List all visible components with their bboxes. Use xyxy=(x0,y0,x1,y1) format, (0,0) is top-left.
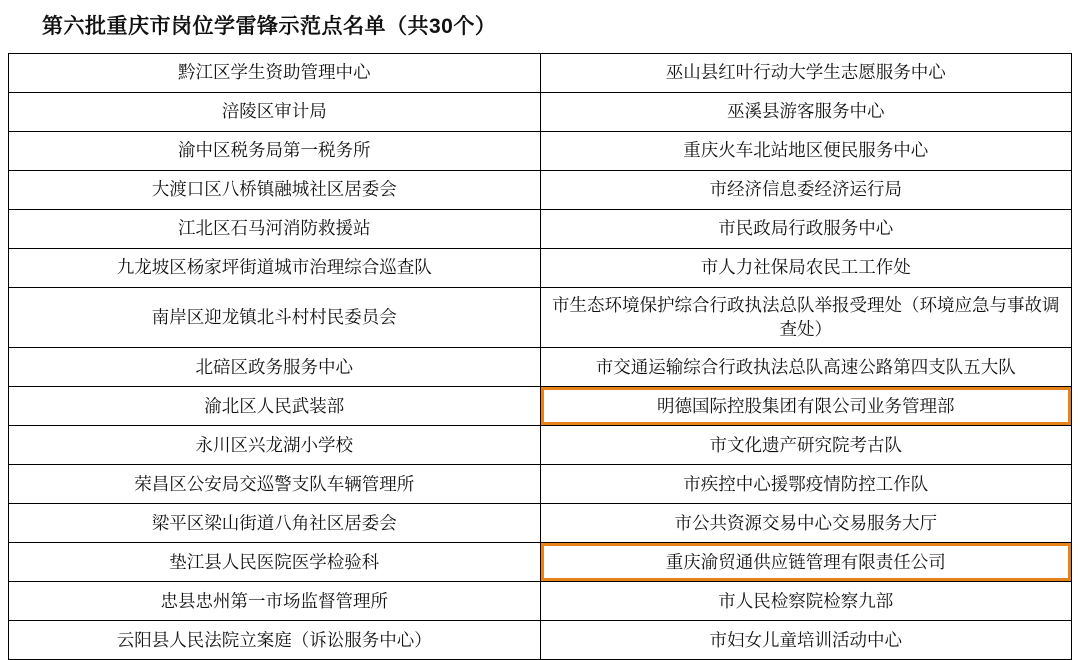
demonstration-sites-table xyxy=(8,53,1072,660)
cell-label: 巫山县红叶行动大学生志愿服务中心 xyxy=(665,62,946,83)
cell-label: 巫溪县游客服务中心 xyxy=(727,101,885,122)
cell-label: 明德国际控股集团有限公司业务管理部 xyxy=(657,395,955,416)
table-row xyxy=(9,249,1072,288)
cell-label: 大渡口区八桥镇融城社区居委会 xyxy=(151,179,397,200)
table-cell-right xyxy=(540,210,1072,249)
cell-label: 云阳县人民法院立案庭（诉讼服务中心） xyxy=(116,629,432,650)
table-cell-left xyxy=(9,348,541,387)
cell-label: 重庆火车北站地区便民服务中心 xyxy=(683,140,929,161)
table-cell-left xyxy=(9,132,541,171)
table-cell-left xyxy=(9,210,541,249)
cell-label: 黔江区学生资助管理中心 xyxy=(178,62,371,83)
cell-label: 渝中区税务局第一税务所 xyxy=(178,140,371,161)
table-cell-right xyxy=(540,288,1072,348)
table-row xyxy=(9,288,1072,348)
page-title: 第六批重庆市岗位学雷锋示范点名单（共30个） xyxy=(42,15,497,38)
table-row xyxy=(9,348,1072,387)
cell-label: 南岸区迎龙镇北斗村村民委员会 xyxy=(151,307,397,327)
table-row xyxy=(9,93,1072,132)
cell-label: 涪陵区审计局 xyxy=(221,101,327,122)
cell-label: 永川区兴龙湖小学校 xyxy=(195,434,353,455)
cell-label: 市生态环境保护综合行政执法总队举报受理处（环境应急与事故调查处） xyxy=(552,295,1060,339)
table-cell-right xyxy=(540,249,1072,288)
table-cell-left xyxy=(9,504,541,543)
table-cell-left xyxy=(9,54,541,93)
cell-label: 市人民检察院检察九部 xyxy=(718,590,894,611)
cell-label: 垫江县人民医院医学检验科 xyxy=(169,551,380,572)
table-row xyxy=(9,582,1072,621)
table-cell-left xyxy=(9,465,541,504)
table-cell-right xyxy=(540,504,1072,543)
table-cell-left xyxy=(9,288,541,348)
table-row xyxy=(9,504,1072,543)
cell-label: 九龙坡区杨家坪街道城市治理综合巡查队 xyxy=(116,257,432,278)
table-cell-right xyxy=(540,348,1072,387)
table-row xyxy=(9,54,1072,93)
cell-label: 市妇女儿童培训活动中心 xyxy=(709,629,902,650)
table-cell-right xyxy=(540,132,1072,171)
cell-label: 江北区石马河消防救援站 xyxy=(178,218,371,239)
table-row xyxy=(9,132,1072,171)
cell-label: 市民政局行政服务中心 xyxy=(718,218,894,239)
table-cell-right xyxy=(540,543,1072,582)
cell-label: 市人力社保局农民工工作处 xyxy=(700,257,911,278)
table-row xyxy=(9,387,1072,426)
table-cell-right xyxy=(540,426,1072,465)
table-cell-right xyxy=(540,387,1072,426)
cell-label: 市公共资源交易中心交易服务大厅 xyxy=(674,512,937,533)
table-cell-right xyxy=(540,93,1072,132)
cell-label: 北碚区政务服务中心 xyxy=(195,356,353,377)
table-cell-left xyxy=(9,582,541,621)
table-body xyxy=(9,54,1072,660)
table-cell-right xyxy=(540,582,1072,621)
table-cell-left xyxy=(9,543,541,582)
cell-label: 市交通运输综合行政执法总队高速公路第四支队五大队 xyxy=(595,356,1016,377)
cell-label: 重庆渝贸通供应链管理有限责任公司 xyxy=(665,551,946,572)
cell-label: 忠县忠州第一市场监督管理所 xyxy=(160,590,388,611)
table-row xyxy=(9,426,1072,465)
table-row xyxy=(9,543,1072,582)
cell-label: 市疾控中心援鄂疫情防控工作队 xyxy=(683,473,929,494)
table-cell-left xyxy=(9,171,541,210)
table-cell-left xyxy=(9,387,541,426)
table-cell-left xyxy=(9,93,541,132)
cell-label: 荣昌区公安局交巡警支队车辆管理所 xyxy=(134,473,415,494)
cell-label: 市文化遗产研究院考古队 xyxy=(709,434,902,455)
table-cell-left xyxy=(9,249,541,288)
table-row xyxy=(9,171,1072,210)
table-cell-right xyxy=(540,171,1072,210)
cell-label: 渝北区人民武装部 xyxy=(204,395,345,416)
table-cell-left xyxy=(9,426,541,465)
table-row xyxy=(9,210,1072,249)
cell-label: 市经济信息委经济运行局 xyxy=(709,179,902,200)
table-cell-right xyxy=(540,465,1072,504)
table-cell-right xyxy=(540,54,1072,93)
cell-label: 梁平区梁山街道八角社区居委会 xyxy=(151,512,397,533)
table-row xyxy=(9,465,1072,504)
